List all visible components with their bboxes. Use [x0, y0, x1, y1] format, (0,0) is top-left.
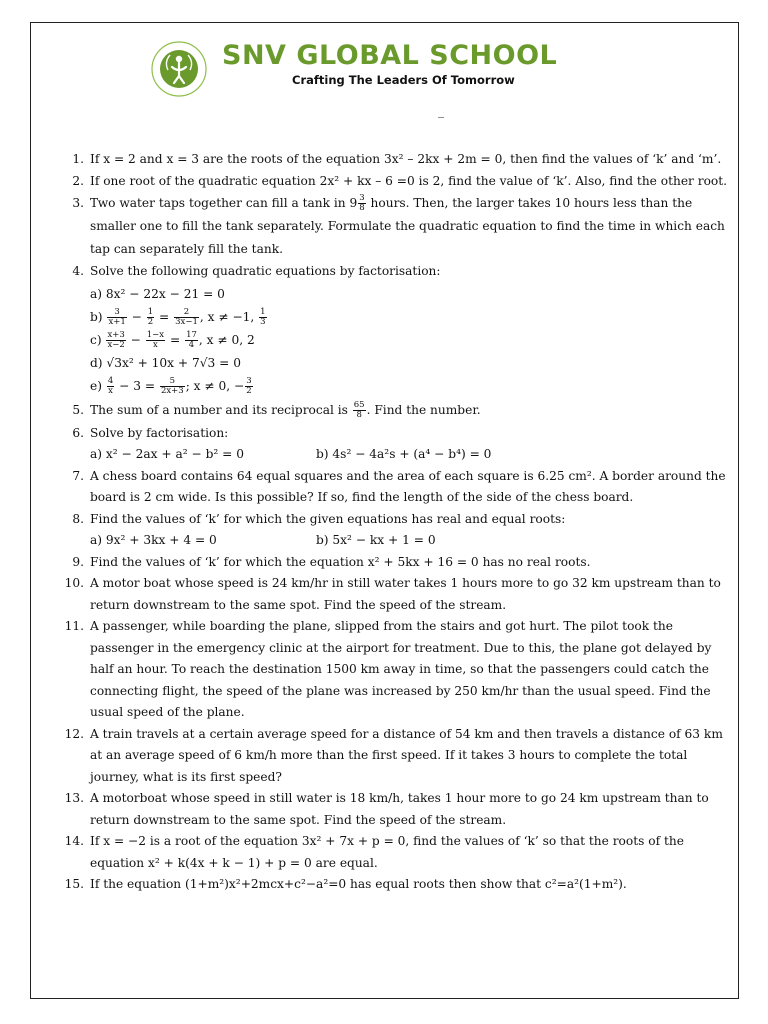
sub-question-a: a) x² − 2ax + a² − b² = 0: [90, 447, 244, 461]
question-text: A train travels at a certain average speed for a distance of 54 km and then travels a distance of 63 km at an average speed of 6 km/h more than the first speed. If it takes 3 hours to complete the total journey, what is its first speed?: [90, 726, 723, 784]
question-number: 6.: [72, 425, 84, 440]
question-2: [60, 171, 730, 193]
question-number: 4.: [72, 264, 84, 278]
question-number: 3.: [72, 196, 84, 210]
question-text: Solve the following quadratic equations by factorisation:: [90, 264, 441, 278]
question-number: 13.: [64, 791, 84, 805]
fraction: $\frac{65}{8}$: [353, 399, 365, 420]
separator-mark: _: [438, 104, 444, 118]
question-number: 1.: [72, 152, 84, 166]
sub-question-b: b) 4s² − 4a²s + (a⁴ − b⁴) = 0: [316, 447, 492, 461]
question-5: [60, 398, 730, 423]
sub-question-b: b) 5x² − kx + 1 = 0: [316, 533, 436, 547]
sub-question-e: e) $\frac{4}{x}$ − 3 = $\frac{5}{2x+3}$ ; x ≠ 0, − $\frac{3}{2}$: [90, 375, 252, 396]
question-14: [60, 831, 730, 874]
question-number: 5.: [72, 402, 84, 417]
question-15: [60, 874, 730, 896]
question-text: If the equation (1+m²)x²+2mcx+c²−a²=0 has equal roots then show that c²=a²(1+m²).: [90, 877, 627, 891]
school-tagline: Crafting The Leaders Of Tomorrow: [292, 73, 515, 87]
sub-question-pair: [90, 444, 730, 466]
question-text: Find the values of ‘k’ for which the equation x² + 5kx + 16 = 0 has no real roots.: [90, 554, 591, 569]
question-number: 9.: [72, 554, 84, 569]
question-text: . Find the number.: [366, 402, 481, 417]
question-8: [60, 509, 730, 552]
question-13: [60, 788, 730, 831]
question-number: 7.: [72, 468, 84, 483]
sub-question-a: a) 8x² − 22x − 21 = 0: [90, 286, 225, 301]
question-11: [60, 616, 730, 724]
question-text: A chess board contains 64 equal squares and the area of each square is 6.25 cm². A border around the board is 2 cm wide. Is this possible? If so, find the length of the side of the chess board.: [90, 468, 726, 504]
question-text: Solve by factorisation:: [90, 425, 229, 440]
question-10: [60, 573, 730, 616]
question-number: 15.: [64, 877, 84, 891]
question-text: If x = 2 and x = 3 are the roots of the equation 3x² – 2kx + 2m = 0, then find the values of ‘k’ and ‘m’.: [90, 152, 722, 166]
question-text: Find the values of ‘k’ for which the given equations has real and equal roots:: [90, 511, 566, 526]
question-text: A motor boat whose speed is 24 km/hr in still water takes 1 hours more to go 32 km upstream than to return downstream to the same spot. Find the speed of the stream.: [90, 576, 721, 612]
question-text: If one root of the quadratic equation 2x² + kx – 6 =0 is 2, find the value of ‘k’. Also, find the other root.: [90, 173, 728, 188]
question-number: 11.: [64, 619, 84, 633]
question-text: If x = −2 is a root of the equation 3x² + 7x + p = 0, find the values of ‘k’ so that the roots of the equation x² + k(4x + k − 1) + p = 0 are equal.: [90, 834, 684, 870]
question-text: Two water taps together can fill a tank in 9: [90, 196, 358, 210]
question-number: 10.: [64, 576, 84, 590]
question-3: [60, 192, 730, 261]
question-number: 14.: [64, 834, 84, 848]
question-text: A passenger, while boarding the plane, slipped from the stairs and got hurt. The pilot took the passenger in the emergency clinic at the airport for treatment. Due to this, the plane got delayed by half an hour. To reach the destination 1500 km away in time, so that the passengers could catch the connecting flight, the speed of the plane was increased by 250 km/hr than the usual speed. Find the usual speed of the plane.: [90, 619, 712, 719]
question-text: hours. Then, the larger takes 10 hours less than the smaller one to fill the tank separately. Formulate the quadratic equation to find the time in which each tap can separately fill the tank.: [90, 196, 725, 256]
sub-question-list: [90, 283, 730, 398]
question-text: A motorboat whose speed in still water is 18 km/h, takes 1 hour more to go 24 km upstream than to return downstream to the same spot. Find the speed of the stream.: [90, 791, 709, 827]
question-text: The sum of a number and its reciprocal is: [90, 402, 352, 417]
school-name: SNV GLOBAL SCHOOL: [222, 40, 558, 71]
question-number: 2.: [72, 173, 84, 188]
question-number: 12.: [64, 726, 84, 741]
sub-question-pair: [90, 530, 730, 552]
question-4: [60, 261, 730, 398]
question-number: 8.: [72, 511, 84, 526]
question-6: [60, 423, 730, 466]
school-logo-icon: [150, 40, 208, 98]
question-7: [60, 466, 730, 509]
sub-question-a: a) 9x² + 3kx + 4 = 0: [90, 533, 217, 547]
fraction: $\frac{3}{8}$: [359, 193, 365, 213]
question-9: [60, 552, 730, 574]
sub-question-c: c) $\frac{x+3}{x-2}$ − $\frac{1-x}{x}$ = $\frac{17}{4}$ , x ≠ 0, 2: [90, 329, 255, 350]
sub-question-b: b) $\frac{3}{x+1}$ − $\frac{1}{2}$ = $\frac{2}{3x-1}$ , x ≠ −1, $\frac{1}{3}$: [90, 306, 266, 327]
question-12: [60, 724, 730, 789]
sub-question-d: d) √3x² + 10x + 7√3 = 0: [90, 355, 241, 370]
question-list: [60, 149, 730, 896]
question-1: [60, 149, 730, 171]
school-header: [150, 40, 630, 90]
